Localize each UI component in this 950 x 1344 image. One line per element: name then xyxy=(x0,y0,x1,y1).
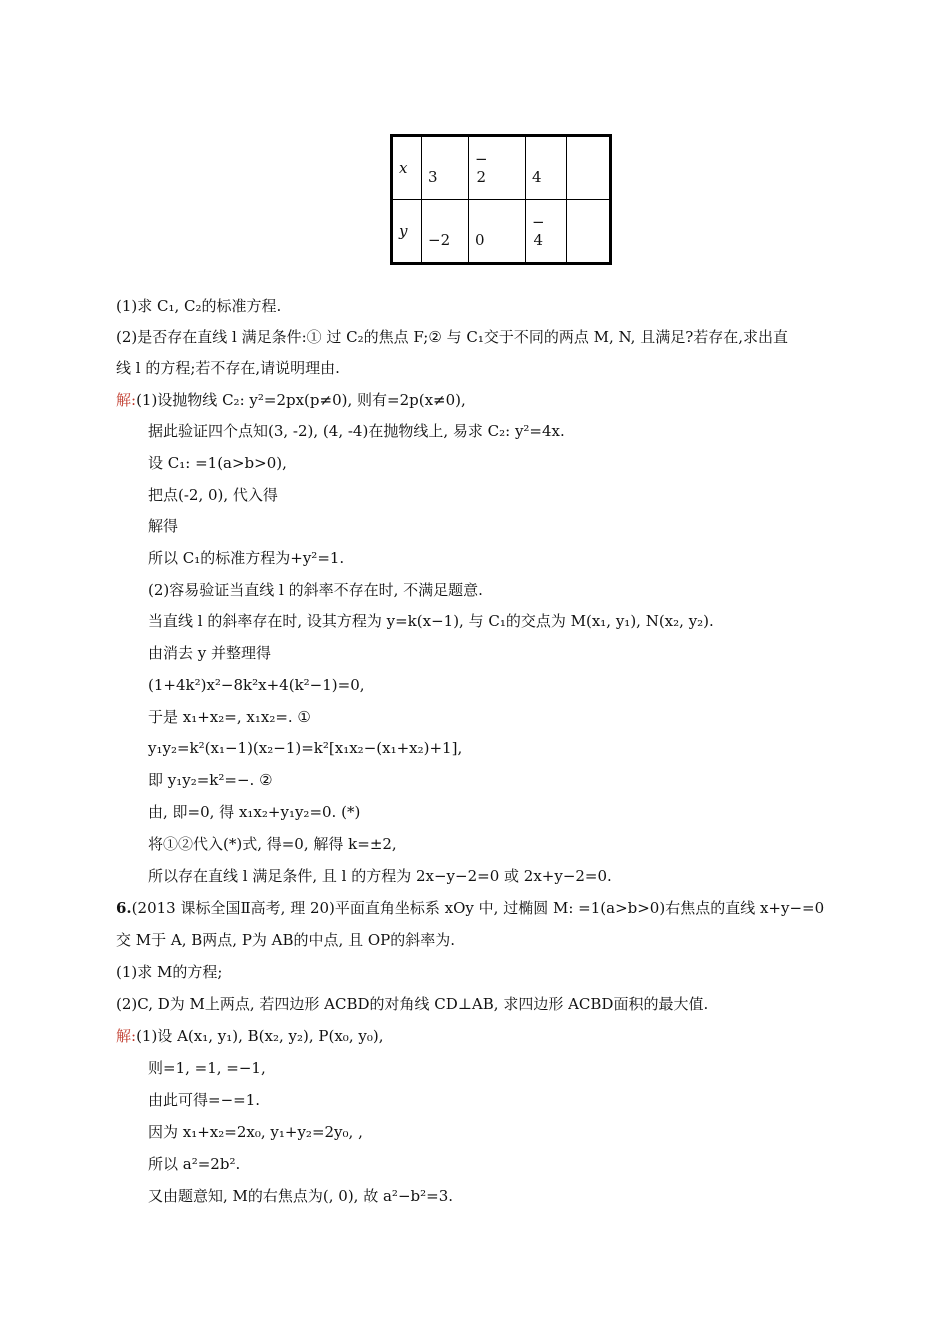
p5-step: 把点(-2, 0), 代入得 xyxy=(148,486,278,504)
p5-question-2: (2)是否存在直线 l 满足条件:① 过 C₂的焦点 F;② 与 C₁交于不同的两点 M, N, 且满足?若存在,求出直 xyxy=(116,328,789,346)
p5-question-2-cont: 线 l 的方程;若不存在,请说明理由. xyxy=(116,359,340,377)
table-cell: − 4 xyxy=(526,200,567,264)
p5-step: 将①②代入(*)式, 得=0, 解得 k=±2, xyxy=(148,835,397,853)
p5-step: 解得 xyxy=(148,517,179,535)
p5-step: 设 C₁: =1(a>b>0), xyxy=(148,454,287,472)
p5-solution-start xyxy=(116,390,466,410)
table-cell: −2 xyxy=(422,200,469,264)
p5-step: 所以存在直线 l 满足条件, 且 l 的方程为 2x−y−2=0 或 2x+y−2=0. xyxy=(148,867,612,885)
p5-step: (2)容易验证当直线 l 的斜率不存在时, 不满足题意. xyxy=(148,581,483,599)
problem-number: 6. xyxy=(116,899,132,917)
table-header-y: y xyxy=(392,200,422,264)
table-cell xyxy=(567,136,611,200)
p6-stem-cont: 交 M于 A, B两点, P为 AB的中点, 且 OP的斜率为. xyxy=(116,931,456,949)
p5-question-1: (1)求 C₁, C₂的标准方程. xyxy=(116,297,282,315)
table-cell: 4 xyxy=(526,136,567,200)
p5-step: 即 y₁y₂=k²=−. ② xyxy=(148,771,273,789)
p6-question-2: (2)C, D为 M上两点, 若四边形 ACBD的对角线 CD⊥AB, 求四边形 ACBD面积的最大值. xyxy=(116,995,709,1013)
solution-label: 解: xyxy=(116,1027,137,1045)
table-cell: − 2 xyxy=(469,136,526,200)
p6-stem-text: (2013 课标全国Ⅱ高考, 理 20)平面直角坐标系 xOy 中, 过椭圆 M: =1(a>b>0)右焦点的直线 x+y−=0 xyxy=(131,899,825,917)
p5-step: (1+4k²)x²−8k²x+4(k²−1)=0, xyxy=(148,676,365,694)
p6-step: 因为 x₁+x₂=2x₀, y₁+y₂=2y₀, , xyxy=(148,1123,363,1141)
p6-step: 则=1, =1, =−1, xyxy=(148,1059,266,1077)
p6-stem xyxy=(116,898,824,918)
p5-step: 由消去 y 并整理得 xyxy=(148,644,272,662)
table-row xyxy=(392,136,611,200)
value-table xyxy=(390,134,612,265)
table-row xyxy=(392,200,611,264)
p6-step: 又由题意知, M的右焦点为(, 0), 故 a²−b²=3. xyxy=(148,1187,454,1205)
solution-label: 解: xyxy=(116,391,137,409)
p5-step: 于是 x₁+x₂=, x₁x₂=. ① xyxy=(148,708,311,726)
table-cell: 0 xyxy=(469,200,526,264)
p5-step: y₁y₂=k²(x₁−1)(x₂−1)=k²[x₁x₂−(x₁+x₂)+1], xyxy=(148,739,463,757)
solution-text: (1)设 A(x₁, y₁), B(x₂, y₂), P(x₀, y₀), xyxy=(136,1027,384,1045)
p5-step: 由, 即=0, 得 x₁x₂+y₁y₂=0. (*) xyxy=(148,803,361,821)
p5-step: 当直线 l 的斜率存在时, 设其方程为 y=k(x−1), 与 C₁的交点为 M(x₁, y₁), N(x₂, y₂). xyxy=(148,612,714,630)
p6-step: 所以 a²=2b². xyxy=(148,1155,241,1173)
p6-step: 由此可得=−=1. xyxy=(148,1091,261,1109)
solution-text: (1)设抛物线 C₂: y²=2px(p≠0), 则有=2p(x≠0), xyxy=(136,391,466,409)
p6-solution-start xyxy=(116,1026,383,1046)
table-cell xyxy=(567,200,611,264)
table-header-x: x xyxy=(392,136,422,200)
table-cell: 3 xyxy=(422,136,469,200)
p6-question-1: (1)求 M的方程; xyxy=(116,963,223,981)
p5-step: 所以 C₁的标准方程为+y²=1. xyxy=(148,549,345,567)
p5-step: 据此验证四个点知(3, -2), (4, -4)在抛物线上, 易求 C₂: y²=4x. xyxy=(148,422,565,440)
